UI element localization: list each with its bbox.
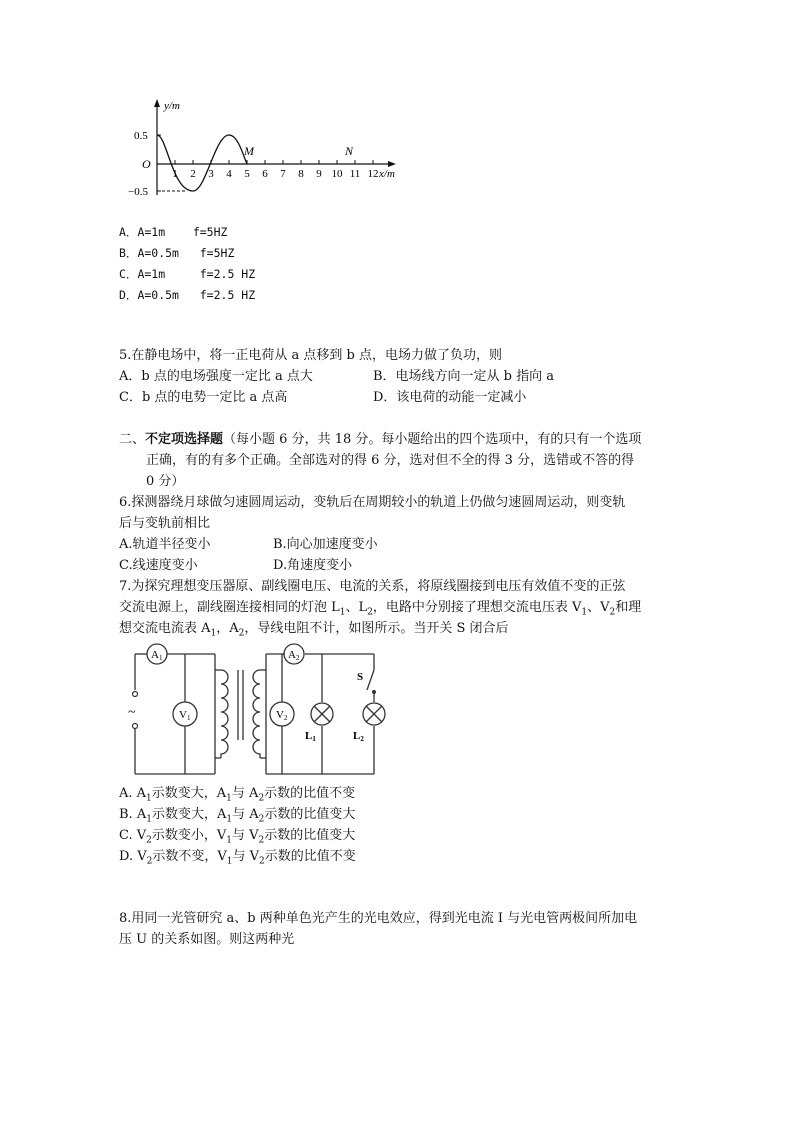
x-tick-label: 10 — [331, 168, 343, 180]
x-tick-label: 7 — [280, 168, 286, 180]
x-tick-label: 4 — [226, 168, 232, 180]
q4-option-b: B．A=0.5m f=5HZ — [119, 246, 235, 260]
q4-option-d: D．A=0.5m f=2.5 HZ — [119, 288, 256, 302]
q8-stem-line-2: 压 U 的关系如图。则这两种光 — [119, 932, 295, 947]
x-tick-labels — [172, 168, 378, 180]
x-tick-label: 9 — [316, 168, 322, 180]
x-tick-label: 6 — [262, 168, 268, 180]
section-intro-line-2: 正确，有的有多个正确。全部选对的得 6 分，选对但不全的得 3 分，选错或不答的得 — [146, 453, 635, 468]
x-axis-arrow — [388, 161, 396, 167]
switch-contact — [372, 690, 376, 694]
x-tick-label: 3 — [208, 168, 214, 180]
section-intro-line-3: 0 分） — [146, 474, 185, 489]
a1-label: A1 — [151, 649, 163, 662]
x-axis-label: x/m — [379, 168, 395, 180]
q7-stem-line-2: 交流电源上，副线圈连接相同的灯泡 $L_1$、$L_2$，电路中分别接了理想交流电压表 $V_1$、$V_2$和理 — [119, 600, 642, 618]
point-n-label: N — [345, 144, 354, 158]
x-tick-label: 1 — [172, 168, 178, 180]
q7-stem-line-1: 7.为探究理想变压器原、副线圈电压、电流的关系，将原线圈接到电压有效值不变的正弦 — [119, 579, 626, 594]
q4-option-a: A．A=1m f=5HZ — [119, 225, 228, 239]
x-tick-label: 11 — [349, 168, 361, 180]
q6-option-d: D.角速度变小 — [273, 558, 353, 573]
q5-option-c: C．b 点的电势一定比 a 点高 — [119, 390, 288, 405]
q5-stem: 5.在静电场中，将一正电荷从 a 点移到 b 点，电场力做了负功，则 — [119, 348, 503, 363]
terminal-bottom — [133, 724, 138, 729]
a2-label: A2 — [288, 649, 300, 662]
ac-source-label: ~ — [128, 705, 136, 720]
x-tick-label: 12 — [367, 168, 379, 180]
q7-option-d: D. $V_2$示数不变，$V_1$与 $V_2$示数的比值不变 — [119, 849, 356, 867]
origin-label: O — [142, 157, 151, 171]
y-axis-label: y/m — [164, 100, 180, 112]
q6-option-a: A.轨道半径变小 — [119, 537, 211, 552]
l2-label: L2 — [353, 730, 364, 743]
x-tick-label: 5 — [244, 168, 250, 180]
q6-option-c: C.线速度变小 — [119, 558, 198, 573]
transformer-circuit — [125, 640, 395, 780]
x-tick-label: 2 — [190, 168, 196, 180]
q6-stem-line-2: 后与变轨前相比 — [119, 516, 211, 531]
v1-label: V1 — [179, 709, 191, 722]
wave-graph — [120, 95, 410, 215]
x-ticks — [175, 160, 373, 164]
q7-option-a: A. $A_1$示数变大，$A_1$与 $A_2$示数的比值不变 — [119, 786, 356, 804]
section-heading: 二、不定项选择题（每小题 6 分，共 18 分。每小题给出的四个选项中，有的只有一个选项 — [119, 432, 642, 447]
q6-stem-line-1: 6.探测器绕月球做匀速圆周运动，变轨后在周期较小的轨道上仍做匀速圆周运动，则变轨 — [119, 495, 626, 510]
q5-option-a: A．b 点的电场强度一定比 a 点大 — [119, 369, 313, 384]
q7-option-b: B. $A_1$示数变大，$A_1$与 $A_2$示数的比值变大 — [119, 807, 356, 825]
q7-option-c: C. $V_2$示数变小，$V_1$与 $V_2$示数的比值变大 — [119, 828, 356, 846]
y-axis-arrow — [154, 99, 160, 107]
y-tick-bottom-label: −0.5 — [128, 186, 148, 198]
q5-option-d: D．该电荷的动能一定减小 — [373, 390, 527, 405]
y-tick-top-label: 0.5 — [134, 130, 148, 142]
l1-label: L1 — [305, 730, 316, 743]
terminal-top — [133, 692, 138, 697]
x-tick-label: 8 — [298, 168, 304, 180]
q7-stem-line-3: 想交流电流表 $A_1$，$A_2$，导线电阻不计，如图所示。当开关 S 闭合后 — [119, 621, 509, 639]
q6-option-b: B.向心加速度变小 — [273, 537, 378, 552]
wave-curve — [157, 135, 247, 191]
v2-label: V2 — [276, 709, 288, 722]
point-m-label: M — [244, 144, 254, 158]
q8-stem-line-1: 8.用同一光管研究 a、b 两种单色光产生的光电效应，得到光电流 I 与光电管两极间所加电 — [119, 911, 638, 926]
q4-option-c: C．A=1m f=2.5 HZ — [119, 267, 256, 281]
switch-label: S — [357, 671, 364, 683]
q5-option-b: B．电场线方向一定从 b 指向 a — [373, 369, 555, 384]
